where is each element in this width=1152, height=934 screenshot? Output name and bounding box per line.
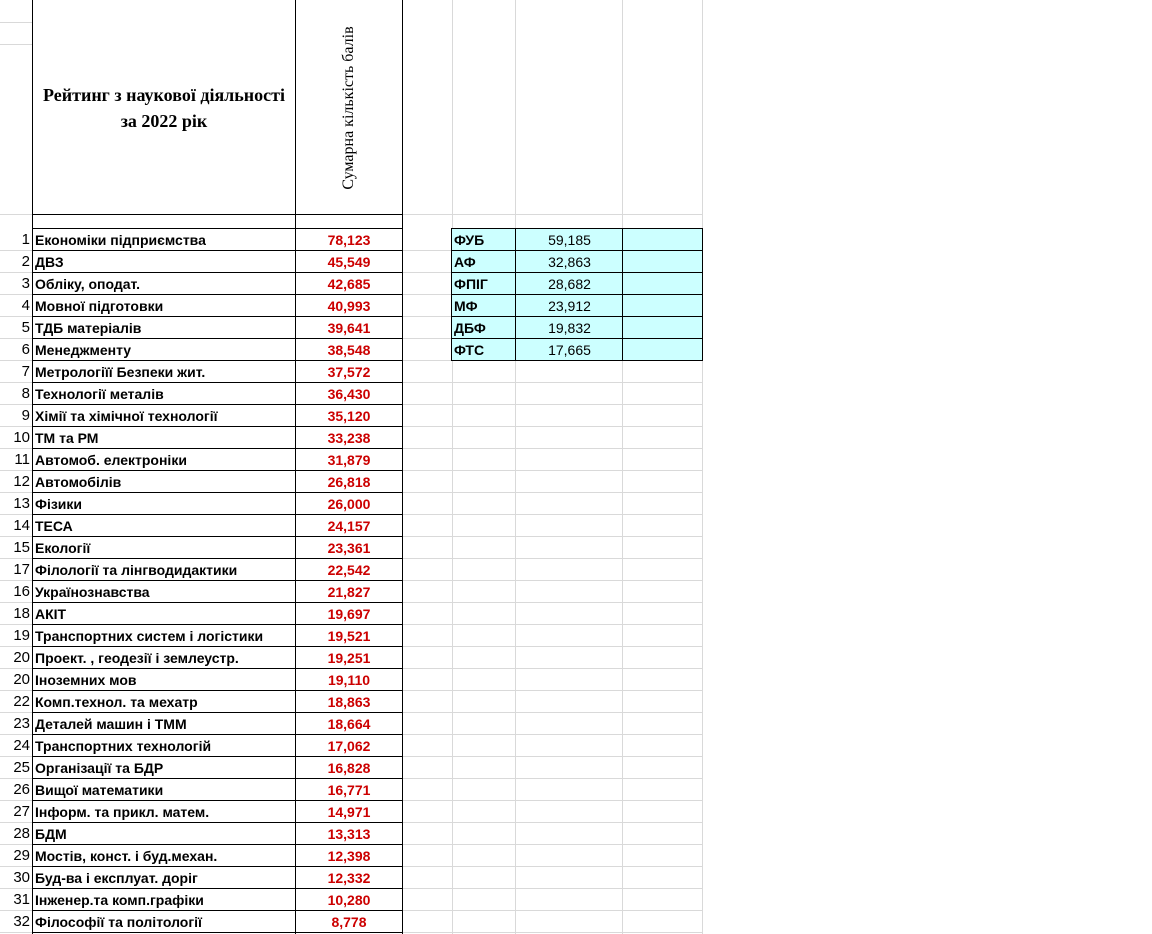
row-border <box>32 602 403 603</box>
department-score: 23,361 <box>327 540 371 556</box>
row-border <box>32 470 403 471</box>
row-border <box>32 580 403 581</box>
department-score: 37,572 <box>327 364 371 380</box>
row-number: 14 <box>13 517 30 534</box>
department-score: 18,863 <box>327 694 371 710</box>
department-score: 12,398 <box>327 848 371 864</box>
gridline <box>403 448 703 449</box>
department-name: Хімії та хімічної технології <box>35 408 218 424</box>
department-name: Транспортних систем і логістики <box>35 628 264 644</box>
row-border <box>32 800 403 801</box>
row-number: 10 <box>13 429 30 446</box>
row-border <box>32 404 403 405</box>
table-row <box>0 295 410 317</box>
row-number: 32 <box>13 913 30 930</box>
faculty-score: 23,912 <box>548 298 591 314</box>
row-border <box>32 734 403 735</box>
department-name: Організації та БДР <box>35 760 164 776</box>
faculty-table-border <box>451 228 452 361</box>
row-border <box>32 712 403 713</box>
row-border <box>32 866 403 867</box>
gridline <box>403 426 703 427</box>
row-border <box>32 382 403 383</box>
table-row <box>0 581 410 603</box>
gridline <box>403 734 703 735</box>
department-score: 36,430 <box>327 386 371 402</box>
department-score: 31,879 <box>327 452 371 468</box>
department-name: Вищої математики <box>35 782 164 798</box>
faculty-name: АФ <box>454 254 476 270</box>
department-score: 16,828 <box>327 760 371 776</box>
table-row <box>0 251 410 273</box>
row-number: 4 <box>21 297 30 314</box>
table-row <box>0 317 410 339</box>
row-border <box>32 910 403 911</box>
row-border <box>32 668 403 669</box>
gridline <box>403 646 703 647</box>
row-number: 8 <box>21 385 30 402</box>
row-border <box>32 536 403 537</box>
department-name: АКІТ <box>35 606 67 622</box>
row-border <box>32 250 403 251</box>
row-border <box>32 756 403 757</box>
table-row <box>0 427 410 449</box>
row-number: 23 <box>13 715 30 732</box>
table-row <box>0 867 410 889</box>
department-name: Екології <box>35 540 91 556</box>
row-number: 7 <box>21 363 30 380</box>
row-number: 9 <box>21 407 30 424</box>
department-name: Автомобілів <box>35 474 122 490</box>
faculty-score: 59,185 <box>548 232 591 248</box>
table-row <box>0 779 410 801</box>
table-border <box>402 0 403 934</box>
gridline <box>403 382 703 383</box>
table-row <box>0 229 410 251</box>
table-row <box>0 471 410 493</box>
row-number: 3 <box>21 275 30 292</box>
row-number: 1 <box>21 231 30 248</box>
faculty-score: 19,832 <box>548 320 591 336</box>
table-row <box>0 669 410 691</box>
gridline <box>403 800 703 801</box>
department-name: Мовної підготовки <box>35 298 164 314</box>
faculty-score: 32,863 <box>548 254 591 270</box>
department-score: 45,549 <box>327 254 371 270</box>
table-row <box>0 691 410 713</box>
department-name: Інформ. та прикл. матем. <box>35 804 210 820</box>
faculty-name: ДБФ <box>454 320 486 336</box>
gridline <box>403 624 703 625</box>
score-column-header-text: Сумарна кількість балів <box>340 26 357 190</box>
table-row <box>0 911 410 933</box>
department-name: Філології та лінгводидактики <box>35 562 238 578</box>
gridline <box>452 0 453 934</box>
department-name: Іноземних мов <box>35 672 137 688</box>
row-number: 27 <box>13 803 30 820</box>
table-row <box>0 493 410 515</box>
faculty-table-border <box>622 228 623 361</box>
row-number: 24 <box>13 737 30 754</box>
row-border <box>32 338 403 339</box>
gridline <box>403 844 703 845</box>
department-name: Комп.технол. та мехатр <box>35 694 198 710</box>
faculty-table-border <box>451 228 703 229</box>
table-row <box>0 361 410 383</box>
department-score: 10,280 <box>327 892 371 908</box>
department-score: 42,685 <box>327 276 371 292</box>
score-column-header <box>296 0 402 214</box>
table-row <box>0 735 410 757</box>
gridline <box>702 0 703 934</box>
department-name: ТДБ матеріалів <box>35 320 142 336</box>
gridline <box>0 22 32 23</box>
department-score: 13,313 <box>327 826 371 842</box>
department-score: 39,641 <box>327 320 371 336</box>
department-name: Автомоб. електроніки <box>35 452 187 468</box>
row-border <box>32 844 403 845</box>
row-border <box>32 778 403 779</box>
row-number: 22 <box>13 693 30 710</box>
faculty-name: ФТС <box>454 342 485 358</box>
department-score: 33,238 <box>327 430 371 446</box>
gridline <box>403 580 703 581</box>
department-name: ТМ та РМ <box>35 430 99 446</box>
row-border <box>32 514 403 515</box>
department-name: БДМ <box>35 826 67 842</box>
gridline <box>403 492 703 493</box>
gridline <box>403 558 703 559</box>
faculty-table-border <box>702 228 703 361</box>
department-score: 17,062 <box>327 738 371 754</box>
department-name: Обліку, оподат. <box>35 276 141 292</box>
row-border <box>32 316 403 317</box>
table-row <box>0 647 410 669</box>
gridline <box>0 44 32 45</box>
row-number: 20 <box>13 671 30 688</box>
department-name: Метрологіїї Безпеки жит. <box>35 364 206 380</box>
department-score: 12,332 <box>327 870 371 886</box>
table-row <box>0 515 410 537</box>
table-row <box>0 405 410 427</box>
department-score: 19,697 <box>327 606 371 622</box>
table-row <box>0 273 410 295</box>
department-score: 78,123 <box>327 232 371 248</box>
row-number: 13 <box>13 495 30 512</box>
gridline <box>403 712 703 713</box>
table-row <box>0 625 410 647</box>
department-score: 26,000 <box>327 496 371 512</box>
row-number: 5 <box>21 319 30 336</box>
faculty-score: 28,682 <box>548 276 591 292</box>
table-border <box>32 214 403 215</box>
gridline <box>403 514 703 515</box>
row-border <box>32 690 403 691</box>
department-name: ТЕСА <box>35 518 73 534</box>
table-row <box>0 449 410 471</box>
faculty-name: МФ <box>454 298 478 314</box>
faculty-row <box>452 295 702 317</box>
row-number: 19 <box>13 627 30 644</box>
table-row <box>0 339 410 361</box>
table-border <box>295 0 296 934</box>
department-score: 8,778 <box>331 914 367 930</box>
row-number: 17 <box>13 561 30 578</box>
row-number: 11 <box>14 451 30 468</box>
department-name: Менеджменту <box>35 342 132 358</box>
department-name: Інженер.та комп.графіки <box>35 892 204 908</box>
table-row <box>0 383 410 405</box>
table-border <box>32 228 403 229</box>
table-row <box>0 845 410 867</box>
table-row <box>0 559 410 581</box>
row-border <box>32 294 403 295</box>
row-border <box>32 822 403 823</box>
row-number: 2 <box>21 253 30 270</box>
gridline <box>403 866 703 867</box>
row-border <box>32 624 403 625</box>
row-border <box>32 492 403 493</box>
department-score: 38,548 <box>327 342 371 358</box>
gridline <box>403 470 703 471</box>
faculty-score: 17,665 <box>548 342 591 358</box>
gridline <box>403 778 703 779</box>
gridline <box>403 602 703 603</box>
row-border <box>32 448 403 449</box>
gridline <box>403 690 703 691</box>
table-row <box>0 757 410 779</box>
gridline <box>403 822 703 823</box>
department-name: Фізики <box>35 496 83 512</box>
department-name: Технології металів <box>35 386 164 402</box>
row-border <box>32 558 403 559</box>
department-name: Мостів, конст. і буд.механ. <box>35 848 218 864</box>
row-number: 28 <box>13 825 30 842</box>
faculty-name: ФПІГ <box>454 276 488 292</box>
faculty-row-border <box>451 360 703 361</box>
table-row <box>0 889 410 911</box>
department-name: ДВЗ <box>35 254 64 270</box>
row-border <box>32 646 403 647</box>
table-row <box>0 603 410 625</box>
row-number: 31 <box>13 891 30 908</box>
department-name: Деталей машин і ТММ <box>35 716 187 732</box>
faculty-name: ФУБ <box>454 232 485 248</box>
gridline <box>403 888 703 889</box>
faculty-row <box>452 317 702 339</box>
gridline <box>403 668 703 669</box>
faculty-row <box>452 273 702 295</box>
department-score: 22,542 <box>327 562 371 578</box>
department-score: 19,251 <box>327 650 371 666</box>
row-number: 25 <box>13 759 30 776</box>
faculty-table-border <box>515 228 516 361</box>
department-score: 18,664 <box>327 716 371 732</box>
row-number: 6 <box>21 341 30 358</box>
table-row <box>0 713 410 735</box>
row-number: 18 <box>13 605 30 622</box>
department-score: 19,521 <box>327 628 371 644</box>
department-name: Проект. , геодезії і землеустр. <box>35 650 239 666</box>
row-number: 12 <box>13 473 30 490</box>
report-title: Рейтинг з наукової діяльності за 2022 рік <box>42 85 285 131</box>
gridline <box>403 404 703 405</box>
row-number: 16 <box>13 583 30 600</box>
row-border <box>32 272 403 273</box>
department-score: 19,110 <box>327 672 371 688</box>
gridline <box>515 0 516 934</box>
department-score: 16,771 <box>327 782 371 798</box>
row-border <box>32 426 403 427</box>
gridline <box>622 0 623 934</box>
row-border <box>32 360 403 361</box>
department-score: 40,993 <box>327 298 371 314</box>
table-row <box>0 801 410 823</box>
table-border <box>32 0 33 934</box>
department-name: Буд-ва і експлуат. доріг <box>35 870 198 886</box>
department-name: Транспортних технологій <box>35 738 212 754</box>
department-score: 21,827 <box>327 584 371 600</box>
row-number: 30 <box>13 869 30 886</box>
row-number: 15 <box>13 539 30 556</box>
department-name: Філософії та політології <box>35 914 202 930</box>
row-border <box>32 932 403 933</box>
gridline <box>403 932 703 933</box>
row-border <box>32 888 403 889</box>
row-number: 20 <box>13 649 30 666</box>
department-score: 26,818 <box>327 474 371 490</box>
faculty-row <box>452 251 702 273</box>
department-score: 35,120 <box>327 408 371 424</box>
row-number: 29 <box>13 847 30 864</box>
department-score: 14,971 <box>327 804 371 820</box>
faculty-row <box>452 229 702 251</box>
row-number: 26 <box>13 781 30 798</box>
gridline <box>403 910 703 911</box>
gridline <box>403 536 703 537</box>
table-row <box>0 823 410 845</box>
gridline <box>403 756 703 757</box>
department-name: Економіки підприємства <box>35 232 206 248</box>
table-row <box>0 537 410 559</box>
department-name: Українознавства <box>35 584 150 600</box>
department-score: 24,157 <box>327 518 371 534</box>
faculty-row <box>452 339 702 361</box>
